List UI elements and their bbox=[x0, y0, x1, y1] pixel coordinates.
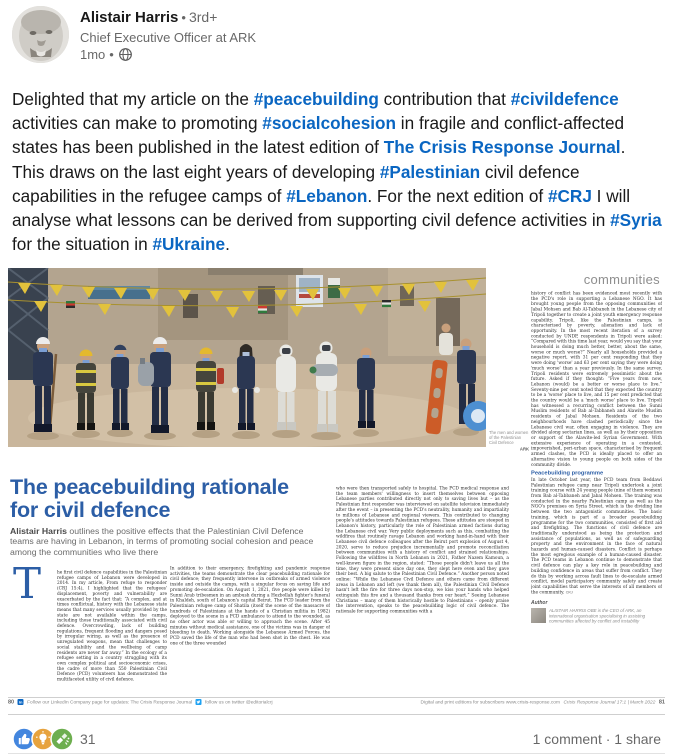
article-column-4 bbox=[531, 291, 662, 685]
comments-shares-count[interactable]: 1 comment · 1 share bbox=[532, 731, 661, 747]
author-bio-photo bbox=[531, 608, 546, 623]
hashtag-link[interactable]: #CRJ bbox=[547, 185, 592, 206]
connection-degree: 3rd+ bbox=[188, 9, 218, 25]
post-text: . For the next edition of bbox=[367, 185, 548, 206]
journal-footer-subscribe-text: Digital and print editions for subscribers www.crisis-response.com bbox=[420, 699, 560, 705]
author-name[interactable]: Alistair Harris bbox=[80, 9, 179, 26]
hashtag-link[interactable]: #civildefence bbox=[510, 89, 619, 109]
reaction-count[interactable]: 31 bbox=[80, 731, 96, 747]
article-column-2: In addition to their emergency, firefighting and pandemic response activities, the teams demonstrate the clear peacebuilding rationale for civil defence; they frequently intervene in outbreaks of armed violence inside and outside the camps, with a singular focus on saving life and promoting de-escalation. On August 1, 2021, five people were killed by Sunni Arab tribesmen in an ambush during a Hezbollah fighter's funeral in Khaldeh, south of Lebanon's capital Beirut. The PCD leader from the Palestinian refugee camp of Shatila (itself the scene of the massacre of hundreds of Palestinians at the hands of a Christian militia in 1982) deployed to the scene in a PCD ambulance to attend to the wounded, as no other actor was able or willing to approach the scene. After 45 minutes without medical assistance, one of the victims was in danger of bleeding to death. Working alongside the Lebanese Armed Forces, the PCD saved the life of the man who had been shot in the chest. He was one of the three wounded bbox=[170, 566, 330, 646]
journal-footer-twitter-text: follow us on twitter @editorialcrj bbox=[205, 699, 273, 705]
post-text: contribution that bbox=[378, 89, 511, 109]
journal-footer-divider-top bbox=[8, 697, 665, 698]
hashtag-link[interactable]: #Ukraine bbox=[152, 234, 226, 255]
author-avatar[interactable] bbox=[12, 6, 69, 63]
journal-photo bbox=[8, 268, 486, 447]
twitter-icon bbox=[196, 699, 202, 705]
journal-issue-text: Crisis Response Journal 17:1 | March 2022 bbox=[563, 699, 656, 705]
post-text: I will analyse what lessons can be derived from supporting civil defence activities in bbox=[12, 185, 631, 231]
post-bottom-divider bbox=[8, 753, 665, 754]
post-text: civil defence capabilities in the refugee camps of bbox=[12, 161, 580, 206]
hashtag-link[interactable]: #Syria bbox=[610, 210, 662, 231]
post-timestamp: 1mo bbox=[80, 47, 106, 62]
standfirst-text: outlines the positive effects that the Palestinian Civil Defence teams are having in Lebanon, in terms of promoting social cohesion and peace among the communities who live there bbox=[10, 526, 314, 557]
article-column-1: he first civil defence capabilities in the Palestinian refugee camps of Lebanon were developed in 2014. In my article, From refuge to responder (CRJ 15:4), I highlighted that the refugees' displacement, poverty and vulnerability are exacerbated by the fact that: “A complex, and at times conflictual, history with the Lebanese state means that many services usually provided by the state are not available within the camps, including those traditionally associated with civil defence. Overcrowding, lack of building regulations, frequent flooding and dangers posed by irregular wiring, as well as the presence of unregulated weapons, mean that challenges to social stability and the wellbeing of camp residents are never far away.” In the ecology of a refugee setting in a country struggling with its own complex political and socioeconomic crises, the cadre of more than 550 Palestinian Civil Defence (PCD) volunteers has demonstrated the multifaceted utility of civil defence. bbox=[57, 570, 167, 683]
photo-credit: ARK bbox=[519, 446, 529, 452]
avatar-photo bbox=[12, 6, 69, 63]
reactions-cluster[interactable] bbox=[12, 727, 96, 751]
author-headline: Chief Executive Officer at ARK bbox=[80, 30, 257, 45]
post-text: . This draws on the last eight years of developing bbox=[12, 137, 626, 182]
author-bio-text: ALISTAIR HARRIS OBE is the CEO of ARK, an international organisation specialising in assisting communities affected by conflict and instability bbox=[549, 608, 646, 624]
journal-footer-linkedin-text: Follow our LinkedIn Company page for updates: The Crisis Response Journal bbox=[27, 699, 193, 705]
degree-separator: • bbox=[181, 10, 186, 25]
article-column-3: who were then transported safely to hospital. The PCD medical response and the team members' willingness to insert themselves between opposing Lebanese parties contributed directly not only to saving lives but – as the Palestinian first responder was interviewed on satellite television immediately after the event – in presenting the PCD's neutrality, humanity and impartiality to millions of Lebanese and regional viewers. This contributed to changing people's attitudes towards Palestinian refugees. These attitudes are steeped in Lebanon's history, particularly the role of Palestinian armed factions during the Lebanese civil war. Very public deployments such as this, combatting the wildfires that routinely ravage Lebanon and working hand-in-hand with their Lebanese civil defence colleagues after the Beirut port explosion of August 4, 2020, serve to reduce prejudice incrementally and promote reconciliation between communities with a history of conflict and strained relationships. Following the wildfires in North Lebanon in 2021, Father Nazem Kamoun, a well-known figure in the region, stated: “Those people didn't leave us all the time, they were present since day one, they slept here even and they gave their best. A big salute to the Palestinian Civil Defence.” Another person noted online: “While the Lebanese Civil Defence and others came from different areas in Lebanon and left (we thank them all), the Palestinian Civil Defence hasn't left the fire for three days non-stop, we kiss your hands who helped extinguish this fire and a thousand thanks from our heart.” Seeing Lebanese Christians – many of them historically hostile to Palestinians – openly praise the intervention, speaks to the peacebuilding logic of civil defence. The rationale for supporting communities with a bbox=[336, 486, 509, 615]
photo-caption-text: The men and women of the Palestinian Civil Defence bbox=[489, 430, 529, 445]
article-title-line2: for civil defence bbox=[10, 497, 171, 522]
left-page-number: 80 bbox=[8, 699, 15, 705]
article-title bbox=[10, 476, 289, 521]
hashtag-link[interactable]: #Palestinian bbox=[379, 161, 481, 182]
hashtag-link[interactable]: #peacebuilding bbox=[253, 89, 379, 109]
post-body bbox=[12, 87, 662, 256]
article-column-4-text: history of conflict has been evidenced most recently with the PCD's role in supporting a Lebanese NGO. It has brought young people from the opposing communities of Jabal Mohsen and Bab Al-Tabbaneh in the Lebanese city of Tripoli together to create a joint youth emergency response capability. Tripoli, like the Palestinian camps, is characterised by poverty, alienation and lack of opportunity. In the most recent iteration of a survey conducted by UNDP, respondents in Tripoli were asked: “Compared with this time last year, would you say that your household is doing much better, better, about the same, worse or much worse?” Nearly all households provided a negative report, with 31 per cent responding that they were doing 'worse' and 63 per cent saying they were doing 'much worse' than a year previously. In the same survey, Tripoli residents were extremely pessimistic about the future. Asked if they thought: “Five years from now, Lebanon (would) be a better or worse place to live.” Seventy-nine per cent noted that they expected the country to be a 'worse' place to live, and 15 per cent predicted that the country would be a 'much worse' place to live. Tripoli has witnessed a recurring conflict between the Sunni Muslim residents of Bab al-Tabbaneh and Alawite Muslim residents of Jabal Mohsen. Residents of the two neighbourhoods have clashed periodically since the Lebanese civil war, often engaging in violence. They are divided along sectarian lines, as well as by their opposition or support of the Alawite-led Syrian Government. With extensive experience of operating in a contested, impoverished, peri-urban space, characterised by frequent armed clashes, the PCD is ideally placed to offer an alternative vision to young people on both sides of the community divide. bbox=[531, 291, 662, 468]
author-section-heading: Author bbox=[531, 600, 548, 606]
page-section-header: communities bbox=[583, 272, 660, 287]
post-text: in fragile and conflict-affected states has been published in the latest edition of bbox=[12, 113, 625, 158]
post-text: for the situation in bbox=[12, 234, 153, 255]
standfirst-author: Alistair Harris bbox=[10, 526, 67, 536]
right-page-number: 81 bbox=[658, 699, 665, 705]
celebrate-icon[interactable] bbox=[50, 727, 74, 751]
crj-end-mark: CRJ bbox=[565, 590, 573, 595]
article-column-4b-text: In late October last year, the PCD team from Beddawi Palestinian refugee camp near Tripoli undertook a joint training course with 24 young people (nine of them women) from Bab al-Tabbaneh and Jabal Mohsen. The training was conducted in the nearby Palestinian camp as well as the NGO's premises on Syria Street, which is the dividing line between the two antagonistic communities. The basic training, which is part of a broader peacebuilding programme for the two communities, consisted of first aid and firefighting. The functions of civil defence are traditionally understood as being the protection and assistance of populations, as well as of safeguarding property and the environment in the face of natural hazards and human-caused disasters. Conflict is perhaps the most egregious example of a human-caused disaster. The PCD teams in Lebanon continue to demonstrate that civil defence can play a key role in peacebuilding and building confidence in areas that suffer from conflict. They do this by working across fault lines to de-escalate armed conflict, model participatory community safety and create joint capabilities that serve the interests of all members of the community. CRJ bbox=[531, 477, 662, 595]
photo-caption bbox=[489, 430, 529, 482]
article-subheading: Peacebuilding programme bbox=[531, 470, 604, 477]
meta-separator: • bbox=[109, 47, 114, 62]
post-text: activities can make to promoting bbox=[12, 113, 263, 134]
hashtag-link[interactable]: #Lebanon bbox=[286, 185, 368, 206]
drop-cap: T bbox=[13, 559, 42, 608]
inline-link[interactable]: The Crisis Response Journal bbox=[383, 137, 621, 158]
journal-footer-divider-bottom bbox=[8, 714, 665, 715]
post-text: . bbox=[225, 234, 230, 255]
globe-icon bbox=[118, 47, 133, 62]
linkedin-icon: in bbox=[18, 699, 23, 705]
journal-footer bbox=[8, 699, 665, 714]
article-image[interactable] bbox=[0, 264, 673, 720]
hashtag-link[interactable]: #socialcohesion bbox=[262, 113, 397, 134]
article-title-line1: The peacebuilding rationale bbox=[10, 475, 289, 499]
article-standfirst bbox=[10, 526, 328, 557]
post-text: Delighted that my article on the bbox=[12, 89, 254, 109]
